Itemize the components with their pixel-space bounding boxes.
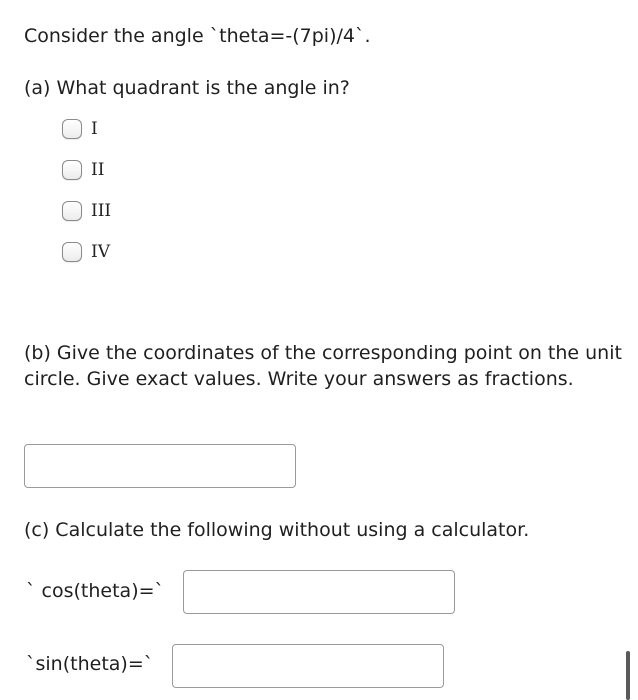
quadrant-checkbox-i[interactable] (62, 119, 82, 139)
question-intro: Consider the angle `theta=-(7pi)/4`. (24, 25, 371, 47)
cos-theta-answer-input[interactable] (183, 570, 455, 614)
scrollbar-thumb[interactable] (626, 651, 630, 700)
sin-theta-label: `sin(theta)=` (26, 653, 154, 675)
quadrant-option-label: IV (91, 242, 110, 262)
part-b-prompt: (b) Give the coordinates of the corresponding point on the unit circle. Give exact values. Write your answers as fractions. (24, 342, 622, 390)
part-c-prompt: (c) Calculate the following without using a calculator. (24, 519, 530, 541)
quadrant-checkbox-ii[interactable] (62, 160, 82, 180)
quadrant-option-ii[interactable] (62, 158, 104, 182)
quadrant-option-iii[interactable] (62, 199, 111, 223)
quadrant-option-label: I (91, 119, 98, 139)
quadrant-option-iv[interactable] (62, 240, 110, 264)
quadrant-option-label: II (91, 160, 105, 180)
part-a-prompt: (a) What quadrant is the angle in? (24, 77, 350, 99)
quadrant-checkbox-iii[interactable] (62, 201, 82, 221)
quadrant-checkbox-iv[interactable] (62, 242, 82, 262)
sin-theta-answer-input[interactable] (172, 644, 444, 688)
quadrant-option-i[interactable] (62, 117, 98, 141)
coordinates-answer-input[interactable] (24, 444, 296, 488)
quadrant-option-label: III (91, 201, 112, 221)
cos-theta-label: ` cos(theta)=` (26, 580, 165, 602)
